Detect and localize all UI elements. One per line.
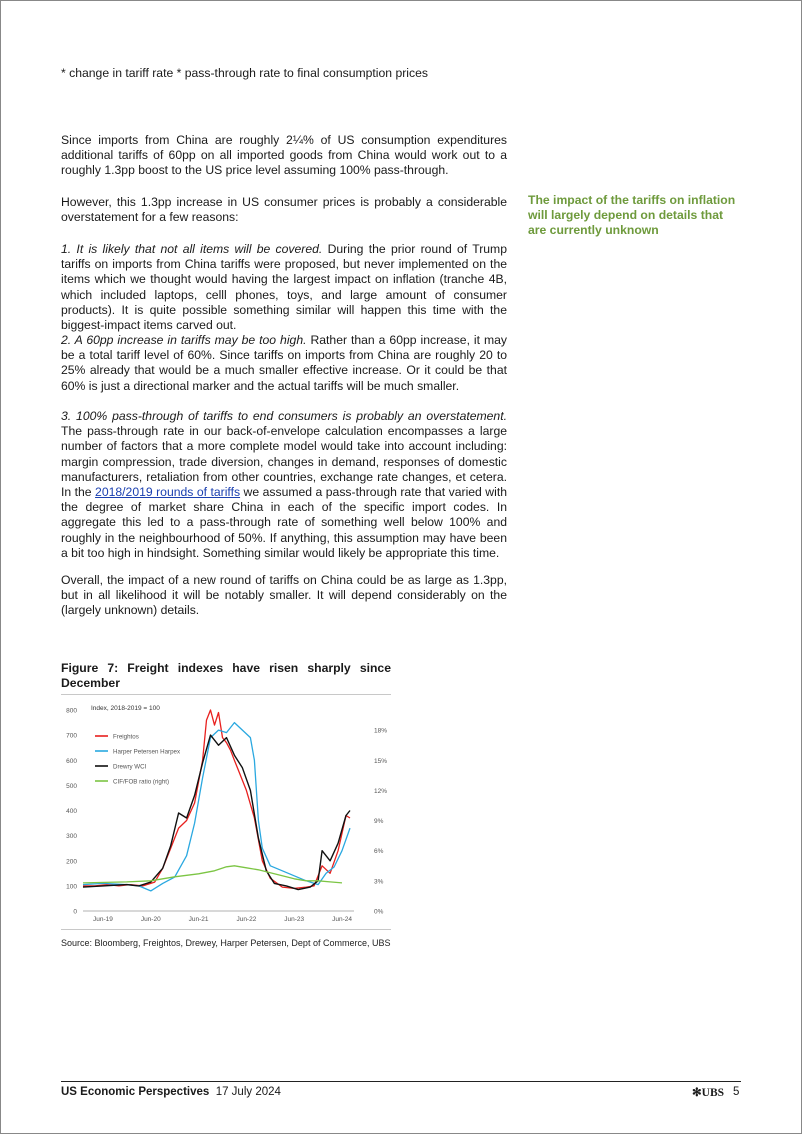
paragraph-1-text: Since imports from China are roughly 2¼% of US consumption expenditures additional tariffs of 60pp on all imported goods from China would work out to a roughly 1.3pp boost to the US price level assuming 100% pass-through. bbox=[61, 133, 507, 178]
paragraph-3-lead: 1. It is likely that not all items will be covered. bbox=[61, 242, 323, 256]
footer-publication bbox=[61, 1086, 281, 1098]
formula-line: * change in tariff rate * pass-through rate to final consumption prices bbox=[61, 66, 428, 80]
paragraph-5 bbox=[61, 409, 507, 561]
chart-annotation: Index, 2018-2019 = 100 bbox=[91, 705, 160, 712]
y-left-tick-label: 400 bbox=[66, 808, 77, 815]
paragraph-5-body-b: we assumed a pass-through rate that varied with the degree of market share China in each of the specific import codes. In aggregate this led to a pass-through rate of something well below 100% and roughly in the neighbourhood of 50%. If anything, this assumption may have been a bit too high in hindsight. Something similar would likely be appropriate this time. bbox=[61, 485, 507, 560]
paragraph-2-text: However, this 1.3pp increase in US consumer prices is probably a considerable overstatement for a few reasons: bbox=[61, 195, 507, 225]
ubs-logo bbox=[692, 1085, 724, 1099]
footer-rule bbox=[61, 1081, 741, 1082]
y-right-tick-label: 12% bbox=[374, 787, 388, 795]
figure-top-rule bbox=[61, 694, 391, 695]
paragraph-6-text: Overall, the impact of a new round of tariffs on China could be as large as 1.3pp, but in all likelihood it will be notably smaller. It will depend considerably on the (largely unknown) details. bbox=[61, 573, 507, 618]
x-tick-label: Jun-23 bbox=[284, 916, 305, 923]
ubs-logo-text: UBS bbox=[701, 1087, 725, 1099]
publication-date: 17 July 2024 bbox=[215, 1086, 281, 1098]
figure-title: Figure 7: Freight indexes have risen sharply since December bbox=[61, 661, 391, 691]
y-right-tick-label: 3% bbox=[374, 878, 384, 886]
paragraph-2 bbox=[61, 195, 507, 225]
y-right-tick-label: 6% bbox=[374, 848, 384, 856]
x-tick-label: Jun-22 bbox=[236, 916, 257, 923]
legend-label: Harper Petersen Harpex bbox=[113, 748, 181, 756]
paragraph-4-lead: 2. A 60pp increase in tariffs may be too high. bbox=[61, 333, 307, 347]
x-tick-label: Jun-21 bbox=[188, 916, 209, 923]
paragraph-5-body-a: The pass-through rate in our back-of-envelope calculation encompasses a large number of factors that a more complete model would take into account including: margin compression, trade diversion, changes in demand, responses of domestic manufacturers, retaliation from other countries, exchange rate changes, et cetera. In the bbox=[61, 424, 507, 500]
paragraph-4 bbox=[61, 333, 507, 394]
y-right-tick-label: 15% bbox=[374, 757, 388, 765]
series-line-cif-fob-ratio-right bbox=[83, 866, 342, 883]
tariff-rounds-link[interactable]: 2018/2019 rounds of tariffs bbox=[95, 485, 241, 500]
y-left-tick-label: 200 bbox=[66, 858, 77, 866]
paragraph-1 bbox=[61, 133, 507, 179]
y-left-tick-label: 100 bbox=[66, 883, 77, 891]
legend-label: Freightos bbox=[113, 733, 139, 741]
y-left-tick-label: 800 bbox=[66, 707, 77, 715]
paragraph-4-body: Rather than a 60pp increase, it may be a total tariff level of 60%. Since tariffs on imports from China are roughly 20 to 25% already that would be a much smaller effective increase. Or it could be that 60% is just a directional marker and the actual tariffs will be much smaller. bbox=[61, 333, 507, 393]
paragraph-3 bbox=[61, 242, 507, 333]
x-tick-label: Jun-20 bbox=[140, 916, 161, 923]
figure-bottom-rule bbox=[61, 929, 391, 930]
y-left-tick-label: 700 bbox=[66, 732, 77, 740]
x-tick-label: Jun-19 bbox=[92, 916, 113, 923]
paragraph-3-body: During the prior round of Trump tariffs on imports from China tariffs were proposed, but never implemented on the items which we thought would having the largest impact on inflation (tranche 4B, which included laptops, celll phones, toys, and large amount of consumer products). It is quite possible something similar will happen this time with the biggest-impact items carved out. bbox=[61, 242, 507, 333]
series-line-drewry-wci bbox=[83, 735, 350, 890]
freight-chart bbox=[61, 698, 391, 928]
paragraph-5-lead: 3. 100% pass-through of tariffs to end consumers is probably an overstatement. bbox=[61, 409, 507, 423]
publication-name: US Economic Perspectives bbox=[61, 1086, 210, 1098]
page-number: 5 bbox=[733, 1086, 740, 1098]
y-left-tick-label: 500 bbox=[66, 782, 77, 790]
legend-label: CIF/FOB ratio (right) bbox=[113, 778, 170, 786]
sidenote: The impact of the tariffs on inflation will largely depend on details that are currently unknown bbox=[528, 193, 736, 238]
figure-source: Source: Bloomberg, Freightos, Drewey, Harper Petersen, Dept of Commerce, UBS bbox=[61, 938, 391, 948]
ubs-keys-icon: ✻ bbox=[692, 1087, 702, 1099]
x-tick-label: Jun-24 bbox=[332, 916, 352, 923]
y-left-tick-label: 300 bbox=[66, 833, 77, 841]
y-left-tick-label: 600 bbox=[66, 757, 77, 765]
y-right-tick-label: 18% bbox=[374, 727, 388, 735]
y-right-tick-label: 9% bbox=[374, 818, 384, 826]
y-right-tick-label: 0% bbox=[374, 908, 384, 916]
legend-label: Drewry WCI bbox=[113, 763, 147, 771]
paragraph-6 bbox=[61, 573, 507, 619]
y-left-tick-label: 0 bbox=[73, 908, 77, 916]
